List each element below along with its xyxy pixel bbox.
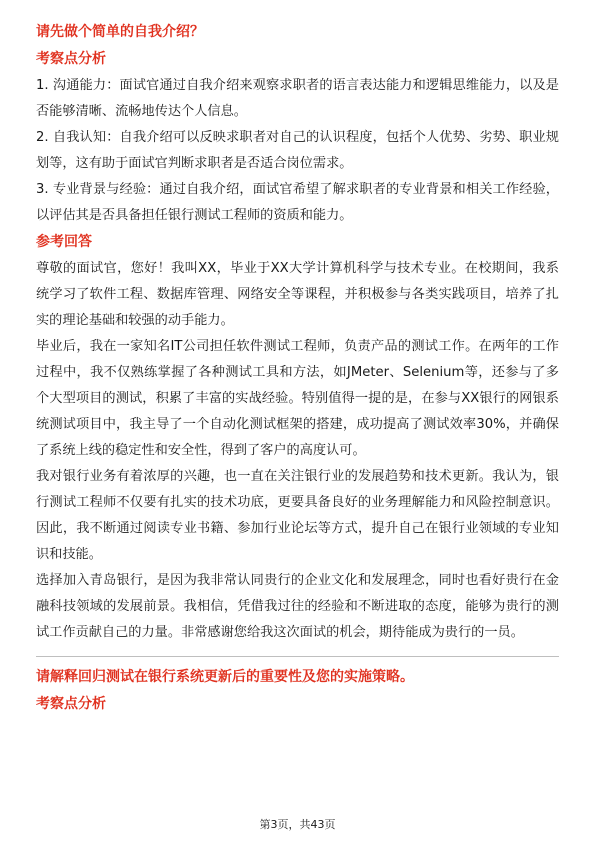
analysis-heading: 考察点分析 — [36, 696, 106, 712]
answer-paragraph: 选择加入青岛银行，是因为我非常认同贵行的企业文化和发展理念，同时也看好贵行在金融科技领域的发展前景。我相信，凭借我过往的经验和不断进取的态度，能够为贵行的测试工作贡献自己的力量。非常感谢您给我这次面试的机会，期待能成为贵行的一员。 — [36, 573, 559, 640]
answer-heading: 参考回答 — [36, 234, 92, 250]
analysis-point: 2. 自我认知：自我介绍可以反映求职者对自己的认识程度，包括个人优势、劣势、职业规划等，这有助于面试官判断求职者是否适合岗位需求。 — [36, 130, 559, 171]
question-title: 请先做个简单的自我介绍？ — [36, 24, 204, 40]
section-divider — [36, 656, 559, 657]
answer-paragraph: 我对银行业务有着浓厚的兴趣，也一直在关注银行业的发展趋势和技术更新。我认为，银行测试工程师不仅要有扎实的技术功底，更要具备良好的业务理解能力和风险控制意识。因此，我不断通过阅读专业书籍、参加行业论坛等方式，提升自己在银行业领域的专业知识和技能。 — [36, 469, 559, 562]
page-content — [36, 22, 559, 718]
question-title: 请解释回归测试在银行系统更新后的重要性及您的实施策略。 — [36, 669, 414, 685]
analysis-point: 1. 沟通能力：面试官通过自我介绍来观察求职者的语言表达能力和逻辑思维能力，以及是否能够清晰、流畅地传达个人信息。 — [36, 78, 559, 119]
analysis-heading: 考察点分析 — [36, 51, 106, 67]
analysis-point: 3. 专业背景与经验：通过自我介绍，面试官希望了解求职者的专业背景和相关工作经验，以评估其是否具备担任银行测试工程师的资质和能力。 — [36, 182, 559, 223]
answer-paragraph: 尊敬的面试官，您好！我叫XX，毕业于XX大学计算机科学与技术专业。在校期间，我系统学习了软件工程、数据库管理、网络安全等课程，并积极参与各类实践项目，培养了扎实的理论基础和较强的动手能力。 — [36, 261, 559, 328]
page-number: 第3页，共43页 — [259, 818, 336, 831]
answer-paragraph: 毕业后，我在一家知名IT公司担任软件测试工程师，负责产品的测试工作。在两年的工作过程中，我不仅熟练掌握了各种测试工具和方法，如JMeter、Selenium等，还参与了多个大型项目的测试，积累了丰富的实战经验。特别值得一提的是，在参与XX银行的网银系统测试项目中，我主导了一个自动化测试框架的搭建，成功提高了测试效率30%，并确保了系统上线的稳定性和安全性，得到了客户的高度认可。 — [36, 339, 559, 458]
